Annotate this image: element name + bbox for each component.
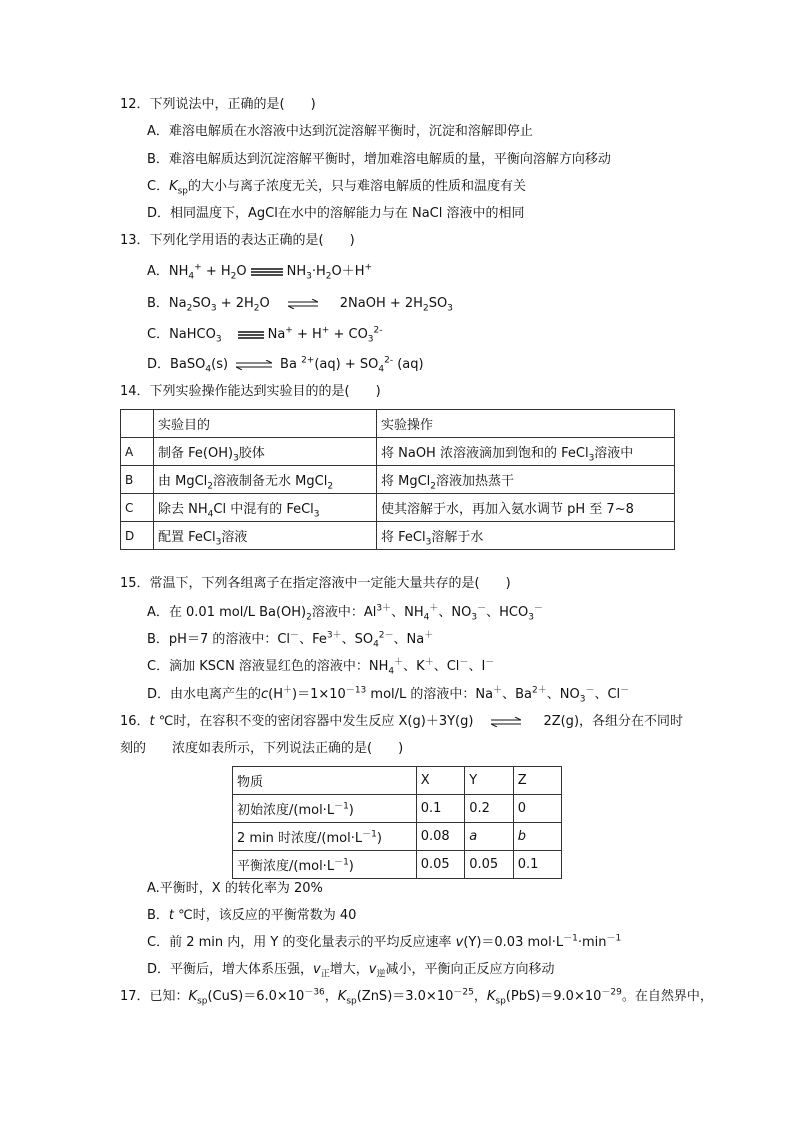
table-cell: 0 bbox=[513, 795, 561, 823]
q12-option-c: C．$K_{sp}$的大小与离子浓度无关，只与难溶电解质的性质和温度有关 bbox=[147, 179, 527, 197]
table-header-cell: Y bbox=[465, 767, 514, 795]
table-cell: 0.1 bbox=[513, 851, 561, 879]
table-row bbox=[233, 851, 562, 879]
equals-sign-icon bbox=[251, 267, 283, 277]
q16-option-d: D．平衡后，增大体系压强，$v_正$增大，$v_逆$减小，平衡向正反应方向移动 bbox=[147, 962, 555, 980]
table-cell: 0.2 bbox=[465, 795, 514, 823]
reversible-arrow-icon bbox=[236, 360, 272, 370]
q12-option-b: B．难溶电解质达到沉淀溶解平衡时，增加难溶电解质的量，平衡向溶解方向移动 bbox=[147, 152, 611, 167]
q13-stem: 13．下列化学用语的表达正确的是( ) bbox=[120, 233, 355, 248]
table-row bbox=[121, 438, 675, 466]
table-row bbox=[121, 494, 675, 522]
reversible-arrow-icon bbox=[491, 717, 521, 727]
row-aim: 由 MgCl$_2$溶液制备无水 MgCl$_2$ bbox=[154, 466, 377, 494]
table-row bbox=[121, 466, 675, 494]
q12-option-d: D．相同温度下，AgCl在水中的溶解能力与在 NaCl 溶液中的相同 bbox=[147, 206, 525, 221]
q12-stem: 12．下列说法中，正确的是( ) bbox=[120, 97, 316, 112]
q16-stem-line2: 刻的 浓度如表所示，下列说法正确的是( ) bbox=[120, 741, 404, 756]
q15-option-d: D．由水电离产生的$c(H^+)=1\times 10^{-13}$ mol/L 的溶液中：Na＋、$Ba^{2+}$、$NO_3^-$、Cl－ bbox=[147, 685, 630, 705]
table-header-cell: Z bbox=[513, 767, 561, 795]
q14-table bbox=[120, 409, 675, 550]
q15-option-a: A．在 0.01 mol/L $Ba(OH)_2$溶液中：$Al^{3+}$、$NH_4^+$、$NO_3^-$、$HCO_3^-$ bbox=[147, 603, 543, 623]
table-header-row bbox=[233, 767, 562, 795]
table-cell bbox=[121, 410, 154, 438]
q17-stem: 17．已知：$K_{sp}(CuS)=6.0\times 10^{-36}$，$K_{sp}(ZnS)=3.0\times 10^{-25}$，$K_{sp}(PbS)=9.0\times 10^{-29}$。在自然界中， bbox=[120, 987, 713, 1007]
table-header-cell: 实验操作 bbox=[377, 410, 675, 438]
q13-option-d: D．BaSO$_4$(s) Ba $^{2+}(aq) + SO_4^{2-}$ (aq) bbox=[147, 355, 424, 375]
row-label: 初始浓度$/(mol\cdot L^{-1})$ bbox=[233, 795, 417, 823]
q13-option-b: B．$Na_2SO_3 + 2H_2O$ 2NaOH + $2H_2SO_3$ bbox=[147, 296, 453, 314]
table-cell: b bbox=[513, 823, 561, 851]
row-aim: 制备 $Fe(OH)_3$胶体 bbox=[154, 438, 377, 466]
equals-sign-icon bbox=[238, 330, 264, 340]
table-row bbox=[121, 522, 675, 550]
table-header-cell: 物质 bbox=[233, 767, 417, 795]
table-row bbox=[233, 795, 562, 823]
table-cell: 0.05 bbox=[465, 851, 514, 879]
q16-option-c: C．前 2 min 内，用 Y 的变化量表示的平均反应速率 v(Y)＝0.03 $mol\cdot L^{-1}\cdot\min^{-1}$ bbox=[147, 933, 622, 950]
table-cell: a bbox=[465, 823, 514, 851]
row-aim: 除去 $NH_4Cl$ 中混有的 FeCl$_3$ bbox=[154, 494, 377, 522]
row-operation: 将 FeCl$_3$溶解于水 bbox=[377, 522, 675, 550]
row-label: D bbox=[121, 522, 154, 550]
row-label: A bbox=[121, 438, 154, 466]
q16-stem-line1: 16．t ℃时，在容积不变的密闭容器中发生反应 X(g)＋3Y(g) 2Z(g)，各组分在不同时 bbox=[120, 714, 684, 729]
row-operation: 使其溶解于水，再加入氨水调节 pH 至 7~8 bbox=[377, 494, 675, 522]
row-label: B bbox=[121, 466, 154, 494]
row-operation: 将 MgCl$_2$溶液加热蒸干 bbox=[377, 466, 675, 494]
row-operation: 将 NaOH 浓溶液滴加到饱和的 FeCl$_3$溶液中 bbox=[377, 438, 675, 466]
table-header-cell: X bbox=[416, 767, 465, 795]
row-label: 平衡浓度$/(mol\cdot L^{-1})$ bbox=[233, 851, 417, 879]
reversible-arrow-icon bbox=[288, 299, 318, 309]
q16-option-a: A.平衡时，X 的转化率为 20% bbox=[147, 881, 323, 896]
q14-stem: 14．下列实验操作能达到实验目的的是( ) bbox=[120, 384, 381, 399]
q13-option-a: A．$NH_4^+ + H_2O$ $NH_3\cdot H_2O+H^+$ bbox=[147, 262, 373, 282]
row-aim: 配置 FeCl$_3$溶液 bbox=[154, 522, 377, 550]
table-cell: 0.05 bbox=[416, 851, 465, 879]
q16-option-b: B．t ℃时，该反应的平衡常数为 40 bbox=[147, 908, 357, 923]
table-cell: 0.1 bbox=[416, 795, 465, 823]
table-cell: 0.08 bbox=[416, 823, 465, 851]
q12-option-a: A．难溶电解质在水溶液中达到沉淀溶解平衡时，沉淀和溶解即停止 bbox=[147, 124, 533, 139]
table-header-row bbox=[121, 410, 675, 438]
q15-option-b: B．pH＝7 的溶液中：Cl－、$Fe^{3+}$、$SO_4^{2-}$、Na＋ bbox=[147, 630, 434, 650]
table-row bbox=[233, 823, 562, 851]
row-label: C bbox=[121, 494, 154, 522]
q13-option-c: C．NaHCO$_3$ $Na^+ + H^+ + CO_3^{2-}$ bbox=[147, 325, 383, 345]
q15-option-c: C．滴加 KSCN 溶液显红色的溶液中：$NH_4^+$、K＋、Cl－、I－ bbox=[147, 657, 495, 677]
row-label: 2 min 时浓度$/(mol\cdot L^{-1})$ bbox=[233, 823, 417, 851]
q16-table bbox=[232, 766, 562, 879]
q15-stem: 15．常温下，下列各组离子在指定溶液中一定能大量共存的是( ) bbox=[120, 576, 511, 591]
table-header-cell: 实验目的 bbox=[154, 410, 377, 438]
